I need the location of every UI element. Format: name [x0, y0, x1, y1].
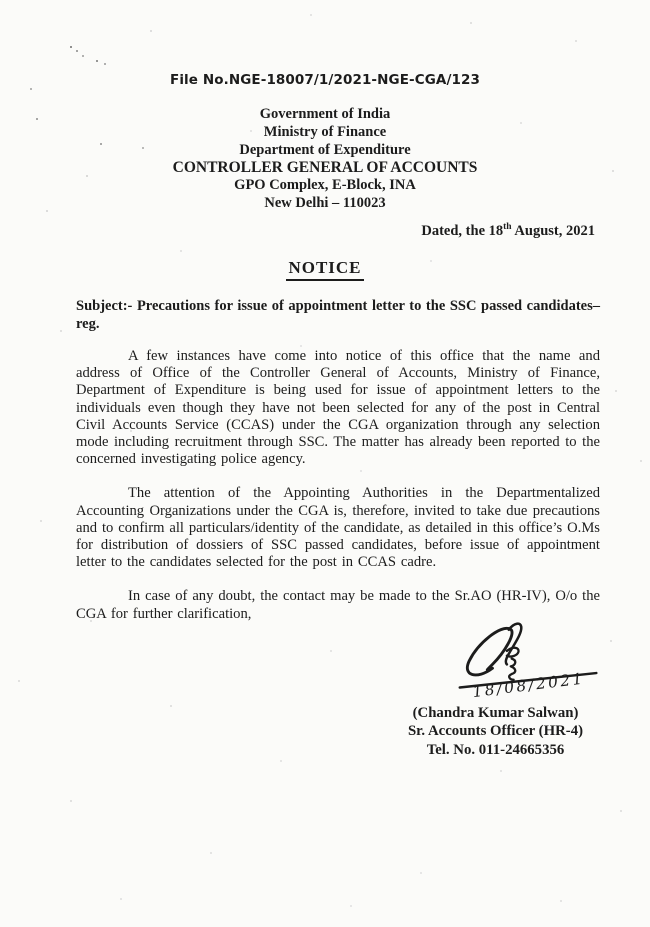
paragraph-2: The attention of the Appointing Authorities in the Departmentalized Accounting Organizations under the CGA is, therefore, invited to take due precautions and to confirm all particulars/identity of the candidate, as detailed in this office’s O.Ms for distribution of dossiers of SSC passed candidates, before issue of appointment letter to the candidates selected for the post in CCAS cadre.	[76, 485, 600, 571]
signature-block	[383, 622, 608, 759]
letterhead-line-address: GPO Complex, E-Block, INA	[234, 177, 416, 194]
handwritten-signature-icon	[454, 622, 604, 702]
letterhead-line-government: Government of India	[259, 106, 391, 122]
letterhead	[0, 106, 650, 213]
signatory-phone: Tel. No. 011-24665356	[426, 741, 565, 758]
letterhead-line-ministry: Ministry of Finance	[263, 123, 387, 140]
letterhead-line-organization: CONTROLLER GENERAL OF ACCOUNTS	[172, 159, 478, 177]
subject-line: Subject:- Precautions for issue of appointment letter to the SSC passed candidates– reg.	[76, 298, 600, 332]
scan-noise	[0, 0, 1, 1]
letter-body	[76, 297, 600, 640]
date-suffix: August, 2021	[511, 223, 595, 239]
notice-heading	[0, 258, 650, 281]
file-number: File No.NGE-18007/1/2021-NGE-CGA/123	[170, 72, 480, 88]
paragraph-1: A few instances have come into notice of this office that the name and address of Office of the Controller General of Accounts, Ministry of Finance, Department of Expenditure is being used for issue of appointment letters to the individuals even though they have not been selected for any of the post in Central Civil Accounts Service (CCAS) under the CGA organization through any selection mode including recruitment through SSC. The matter has already been reported to the concerned investigating police agency.	[76, 348, 600, 468]
signatory-designation: Sr. Accounts Officer (HR-4)	[407, 723, 584, 740]
date-line	[421, 223, 595, 240]
signatory-name: (Chandra Kumar Salwan)	[412, 705, 579, 721]
letterhead-line-city: New Delhi – 110023	[264, 194, 386, 211]
signature-date: 18/08/2021	[471, 669, 586, 702]
date-prefix: Dated, the 18	[421, 223, 504, 239]
letterhead-line-department: Department of Expenditure	[239, 141, 411, 158]
notice-title: NOTICE	[286, 258, 363, 281]
date-ordinal: th	[503, 222, 512, 233]
paragraph-3: In case of any doubt, the contact may be made to the Sr.AO (HR-IV), O/o the CGA for further clarification,	[76, 588, 600, 622]
